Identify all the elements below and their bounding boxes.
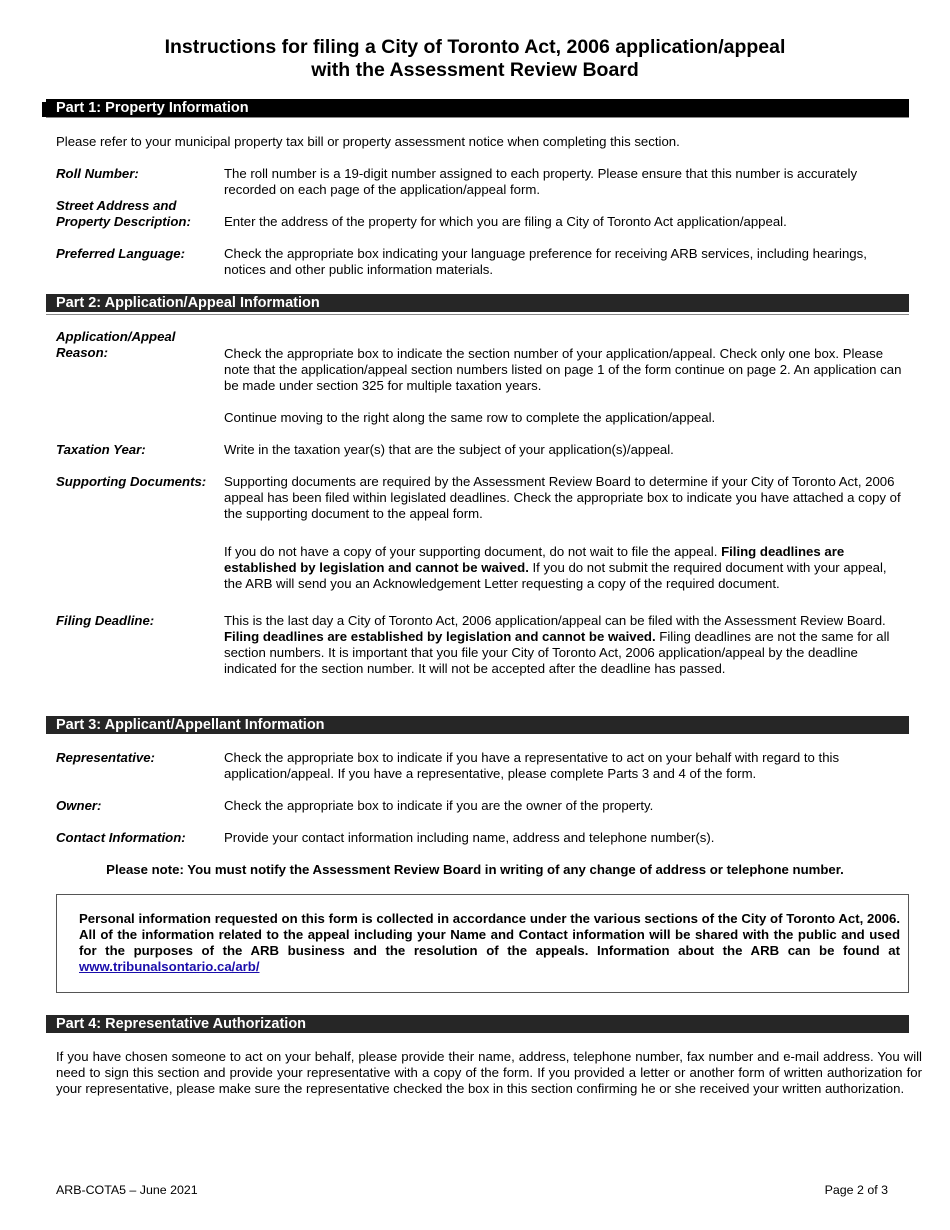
supporting-documents-label: Supporting Documents: <box>56 474 207 489</box>
roll-number-text: The roll number is a 19-digit number assigned to each property. Please ensure that this number is accurately recorded on each page of the application/appeal form. <box>224 166 858 197</box>
roll-number-label: Roll Number: <box>56 166 139 181</box>
taxation-year-label: Taxation Year: <box>56 442 146 457</box>
part1-heading: Part 1: Property Information <box>46 99 909 117</box>
part2-rule <box>46 314 909 315</box>
preferred-language-text: Check the appropriate box indicating your language preference for receiving ARB services, including hearings, notices and other public information materials. <box>224 246 867 277</box>
appeal-reason-label-line1: Application/Appeal <box>56 329 176 344</box>
owner-label: Owner: <box>56 798 102 813</box>
part1-intro: Please refer to your municipal property tax bill or property assessment notice when completing this section. <box>56 134 680 149</box>
supporting-documents-text: Supporting documents are required by the Assessment Review Board to determine if your City of Toronto Act, 2006 appeal has been filed within legislated deadlines. Check the appropriate box to indicate you have attached a copy of the supporting document to the appeal form. <box>224 474 901 521</box>
title-line-2: with the Assessment Review Board <box>311 59 639 81</box>
street-address-text: Enter the address of the property for which you are filing a City of Toronto Act application/appeal. <box>224 214 787 229</box>
supporting-documents-note-a: If you do not have a copy of your supporting document, do not wait to file the appeal. <box>224 544 722 559</box>
appeal-reason-label-line2: Reason: <box>56 345 109 360</box>
filing-deadline-text-c: Filing deadlines are not the same for all section numbers. It is important that you file your City of Toronto Act, 2006 application/appeal by the deadline indicated for the section number. It will not be accepted after the deadline has passed. <box>224 629 890 676</box>
supporting-documents-note <box>224 544 904 592</box>
appeal-reason-continue: Continue moving to the right along the same row to complete the application/appeal. <box>224 410 716 425</box>
supporting-documents-note-c: If you do not submit the required document with your appeal, the ARB will send you an Acknowledgement Letter requesting a copy of the required document. <box>224 560 887 591</box>
part4-text: If you have chosen someone to act on your behalf, please provide their name, address, telephone number, fax number and e-mail address. You will need to sign this section and provide your representative with a copy of the form. If you provided a letter or another form of written authorization for your representative, please make sure the representative checked the box in this section confirming he or she received your written authorization. <box>56 1049 922 1096</box>
filing-deadline-text <box>224 613 904 677</box>
owner-text: Check the appropriate box to indicate if you are the owner of the property. <box>224 798 654 813</box>
title-line-1: Instructions for filing a City of Toronto Act, 2006 application/appeal <box>164 36 786 58</box>
contact-information-label: Contact Information: <box>56 830 186 845</box>
appeal-reason-label <box>56 329 175 361</box>
contact-information-text: Provide your contact information including name, address and telephone number(s). <box>224 830 715 845</box>
part4-heading: Part 4: Representative Authorization <box>46 1015 909 1033</box>
street-address-label-line2: Property Description: <box>56 214 191 229</box>
filing-deadline-text-a: This is the last day a City of Toronto Act, 2006 application/appeal can be filed with the Assessment Review Board. <box>224 613 886 628</box>
privacy-notice-box <box>56 894 909 993</box>
supporting-documents-note-bold: Filing deadlines are established by legislation and cannot be waived. <box>224 544 845 575</box>
appeal-reason-text: Check the appropriate box to indicate the section number of your application/appeal. Check only one box. Please note that the application/appeal section numbers listed on page 1 of the form continue on page 2. An application can be made under section 325 for multiple taxation years. <box>224 346 902 393</box>
filing-deadline-text-bold: Filing deadlines are established by legislation and cannot be waived. <box>224 629 656 644</box>
part1-rule <box>46 117 909 118</box>
taxation-year-text: Write in the taxation year(s) that are the subject of your application(s)/appeal. <box>224 442 674 457</box>
privacy-notice-text: Personal information requested on this form is collected in accordance under the various sections of the City of Toronto Act, 2006. All of the information related to the appeal including your Name and Contact information will be shared with the public and used for the purposes of the ARB business and the resolution of the appeals. Information about the ARB can be found at <box>79 911 900 958</box>
page-number: Page 2 of 3 <box>824 1183 888 1197</box>
street-address-label-line1: Street Address and <box>56 198 177 213</box>
street-address-label <box>56 198 191 230</box>
representative-label: Representative: <box>56 750 155 765</box>
part2-heading: Part 2: Application/Appeal Information <box>46 294 909 312</box>
representative-text: Check the appropriate box to indicate if you have a representative to act on your behalf with regard to this application/appeal. If you have a representative, please complete Parts 3 and 4 of the form. <box>224 750 840 781</box>
form-identifier: ARB-COTA5 – June 2021 <box>56 1183 198 1197</box>
page-title <box>0 36 950 82</box>
arb-website-link[interactable]: www.tribunalsontario.ca/arb/ <box>79 959 260 974</box>
filing-deadline-label: Filing Deadline: <box>56 613 155 628</box>
preferred-language-label: Preferred Language: <box>56 246 185 261</box>
address-change-note: Please note: You must notify the Assessment Review Board in writing of any change of address or telephone number. <box>106 862 844 877</box>
part3-heading: Part 3: Applicant/Appellant Information <box>46 716 909 734</box>
